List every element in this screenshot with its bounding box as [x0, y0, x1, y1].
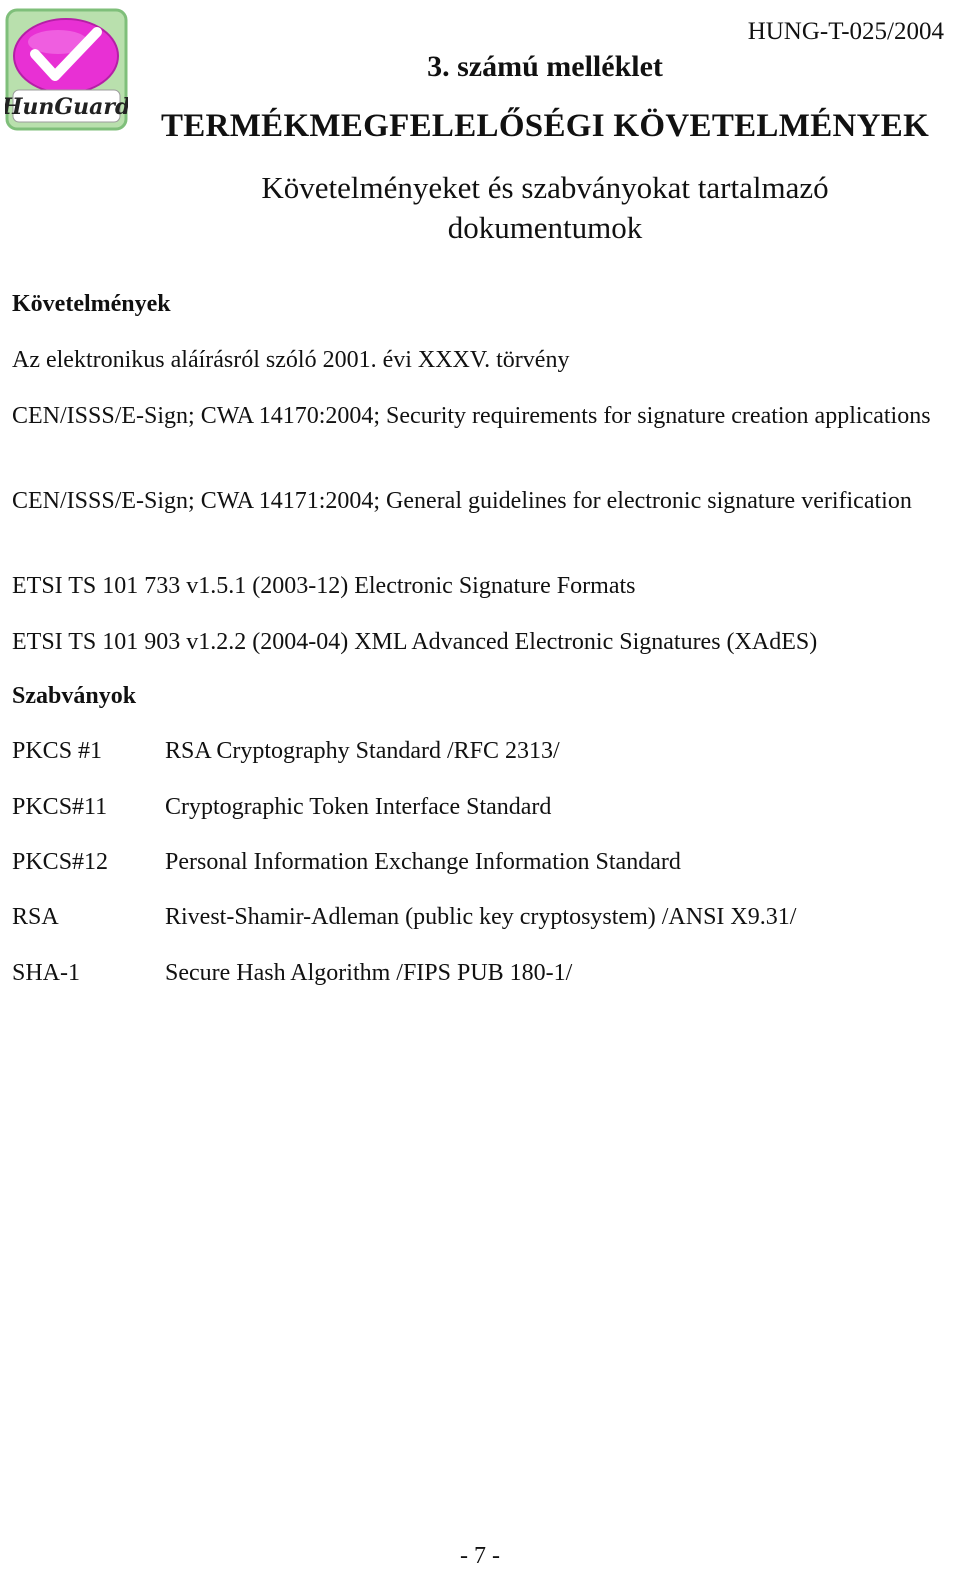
logo-text: HunGuard [5, 94, 128, 120]
standard-description: RSA Cryptography Standard /RFC 2313/ [165, 738, 560, 764]
subtitle-line-2: dokumentumok [447, 210, 643, 245]
requirement-item: CEN/ISSS/E-Sign; CWA 14171:2004; General guidelines for electronic signature verification [12, 488, 912, 514]
standard-code: PKCS #1 [12, 738, 103, 764]
annex-number: 3. számú melléklet [427, 50, 663, 83]
standard-description: Rivest-Shamir-Adleman (public key cryptosystem) /ANSI X9.31/ [165, 904, 797, 930]
standard-description: Personal Information Exchange Information Standard [165, 849, 681, 875]
standards-heading: Szabványok [12, 683, 137, 709]
requirement-item: Az elektronikus aláírásról szóló 2001. évi XXXV. törvény [12, 347, 570, 373]
standard-code: PKCS#11 [12, 794, 108, 820]
standard-description: Cryptographic Token Interface Standard [165, 794, 552, 820]
standard-code: RSA [12, 904, 59, 930]
requirement-item: CEN/ISSS/E-Sign; CWA 14170:2004; Security requirements for signature creation applications [12, 403, 931, 429]
standard-code: SHA-1 [12, 960, 81, 986]
standard-description: Secure Hash Algorithm /FIPS PUB 180-1/ [165, 960, 573, 986]
page-subtitle [0, 168, 960, 248]
requirements-heading: Követelmények [12, 291, 171, 317]
document-id: HUNG-T-025/2004 [747, 18, 944, 45]
subtitle-line-1: Követelményeket és szabványokat tartalmazó [261, 170, 829, 205]
page-number: - 7 - [460, 1543, 500, 1569]
page-title: TERMÉKMEGFELELŐSÉGI KÖVETELMÉNYEK [160, 108, 930, 144]
requirement-item: ETSI TS 101 903 v1.2.2 (2004-04) XML Advanced Electronic Signatures (XAdES) [12, 629, 818, 655]
standard-code: PKCS#12 [12, 849, 109, 875]
requirement-item: ETSI TS 101 733 v1.5.1 (2003-12) Electronic Signature Formats [12, 573, 636, 599]
